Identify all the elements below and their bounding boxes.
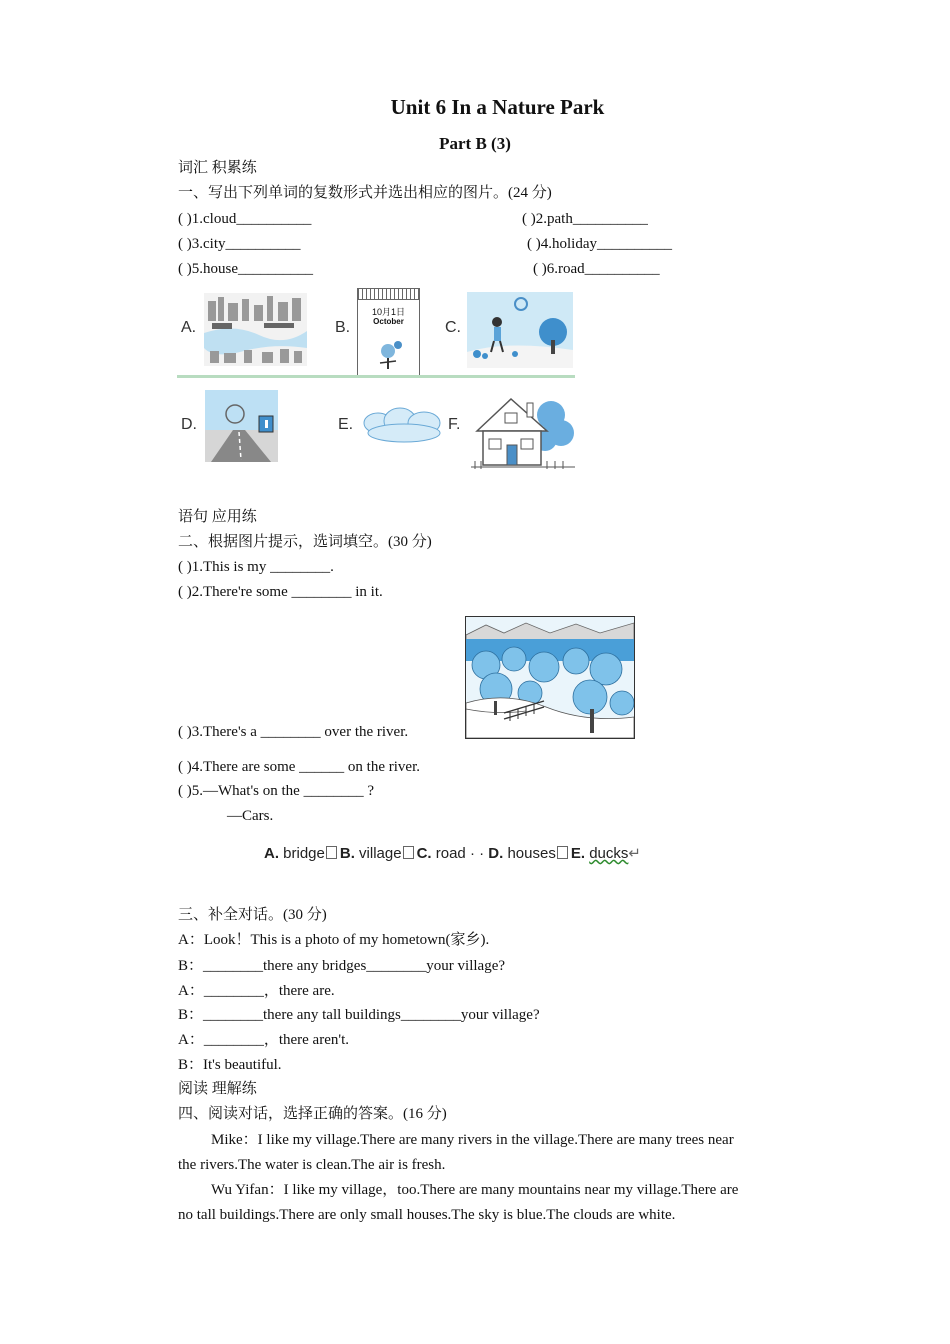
option-c-letter: C. [416, 845, 432, 862]
question-1-6: ( )6.road__________ [533, 261, 660, 277]
option-a-letter: A. [264, 845, 279, 862]
dialogue-line-4: B：________there any tall buildings________your village? [178, 1007, 540, 1023]
section-heading-2: 二、根据图片提示，选词填空。(30 分) [178, 534, 432, 550]
question-1-3: ( )3.city__________ [178, 236, 301, 252]
dialogue-line-5: A：________，there aren't. [178, 1032, 349, 1048]
option-e-word: ducks [589, 845, 629, 862]
option-separator [557, 846, 568, 859]
question-2-1: ( )1.This is my ________. [178, 559, 334, 575]
park-girl-picture [467, 292, 573, 368]
reading-wuyifan-line-2: no tall buildings.There are only small houses.The sky is blue.The clouds are white. [178, 1207, 676, 1223]
pic-label-f: F. [448, 416, 461, 433]
option-d-word: houses [507, 845, 556, 862]
option-d-letter: D. [488, 845, 504, 862]
question-2-5: ( )5.—What's on the ________ ? [178, 783, 374, 799]
option-b-letter: B. [339, 845, 355, 862]
dialogue-line-1: A：Look！This is a photo of my hometown(家乡). [178, 932, 490, 948]
pic-label-e: E. [338, 416, 354, 433]
section-heading-3: 三、补全对话。(30 分) [178, 907, 327, 923]
calendar-month: October [373, 317, 404, 326]
dialogue-line-2: B：________there any bridges________your village? [178, 958, 506, 974]
section-heading-1: 一、写出下列单词的复数形式并选出相应的图片。(24 分) [178, 185, 552, 201]
clouds-picture [358, 403, 450, 445]
village-river-picture [465, 616, 635, 739]
question-1-5: ( )5.house__________ [178, 261, 313, 277]
house-picture [471, 389, 575, 473]
section-tag-vocabulary: 词汇 积累练 [178, 160, 257, 176]
question-2-3: ( )3.There's a ________ over the river. [178, 724, 409, 740]
city-picture [204, 293, 307, 366]
calendar-picture [357, 288, 420, 376]
question-1-2: ( )2.path__________ [522, 211, 648, 227]
reading-mike-line-1: Mike：I like my village.There are many rivers in the village.There are many trees near [211, 1132, 734, 1148]
option-separator [403, 846, 414, 859]
option-b-word: village [359, 845, 402, 862]
question-1-1: ( )1.cloud__________ [178, 211, 312, 227]
option-c-word: road [435, 845, 466, 862]
option-a-word: bridge [283, 845, 325, 862]
calendar-date: 10月1日 [371, 307, 406, 317]
reading-mike-line-2: the rivers.The water is clean.The air is fresh. [178, 1157, 446, 1173]
question-2-4: ( )4.There are some ______ on the river. [178, 759, 420, 775]
dialogue-line-3: A：________，there are. [178, 983, 335, 999]
pic-label-d: D. [181, 416, 197, 433]
answer-2-5: —Cars. [227, 808, 274, 824]
option-separator [326, 846, 337, 859]
page-subtitle: Part B (3) [439, 134, 511, 153]
pic-label-b: B. [335, 319, 351, 336]
section-tag-sentences: 语句 应用练 [178, 509, 257, 525]
section-tag-reading: 阅读 理解练 [178, 1081, 257, 1097]
picture-divider [177, 375, 575, 378]
section-heading-4: 四、阅读对话，选择正确的答案。(16 分) [178, 1106, 447, 1122]
page-title: Unit 6 In a Nature Park [390, 95, 605, 119]
pic-label-a: A. [181, 319, 197, 336]
word-options: A. bridge B. village C. road · · D. houses E. ducks↵ [264, 845, 641, 862]
reading-wuyifan-line-1: Wu Yifan：I like my village，too.There are many mountains near my village.There are [211, 1182, 739, 1198]
question-1-4: ( )4.holiday__________ [527, 236, 672, 252]
road-picture [205, 390, 278, 462]
pic-label-c: C. [445, 319, 461, 336]
question-2-2: ( )2.There're some ________ in it. [178, 584, 383, 600]
dialogue-line-6: B：It's beautiful. [178, 1057, 282, 1073]
option-e-letter: E. [570, 845, 586, 862]
